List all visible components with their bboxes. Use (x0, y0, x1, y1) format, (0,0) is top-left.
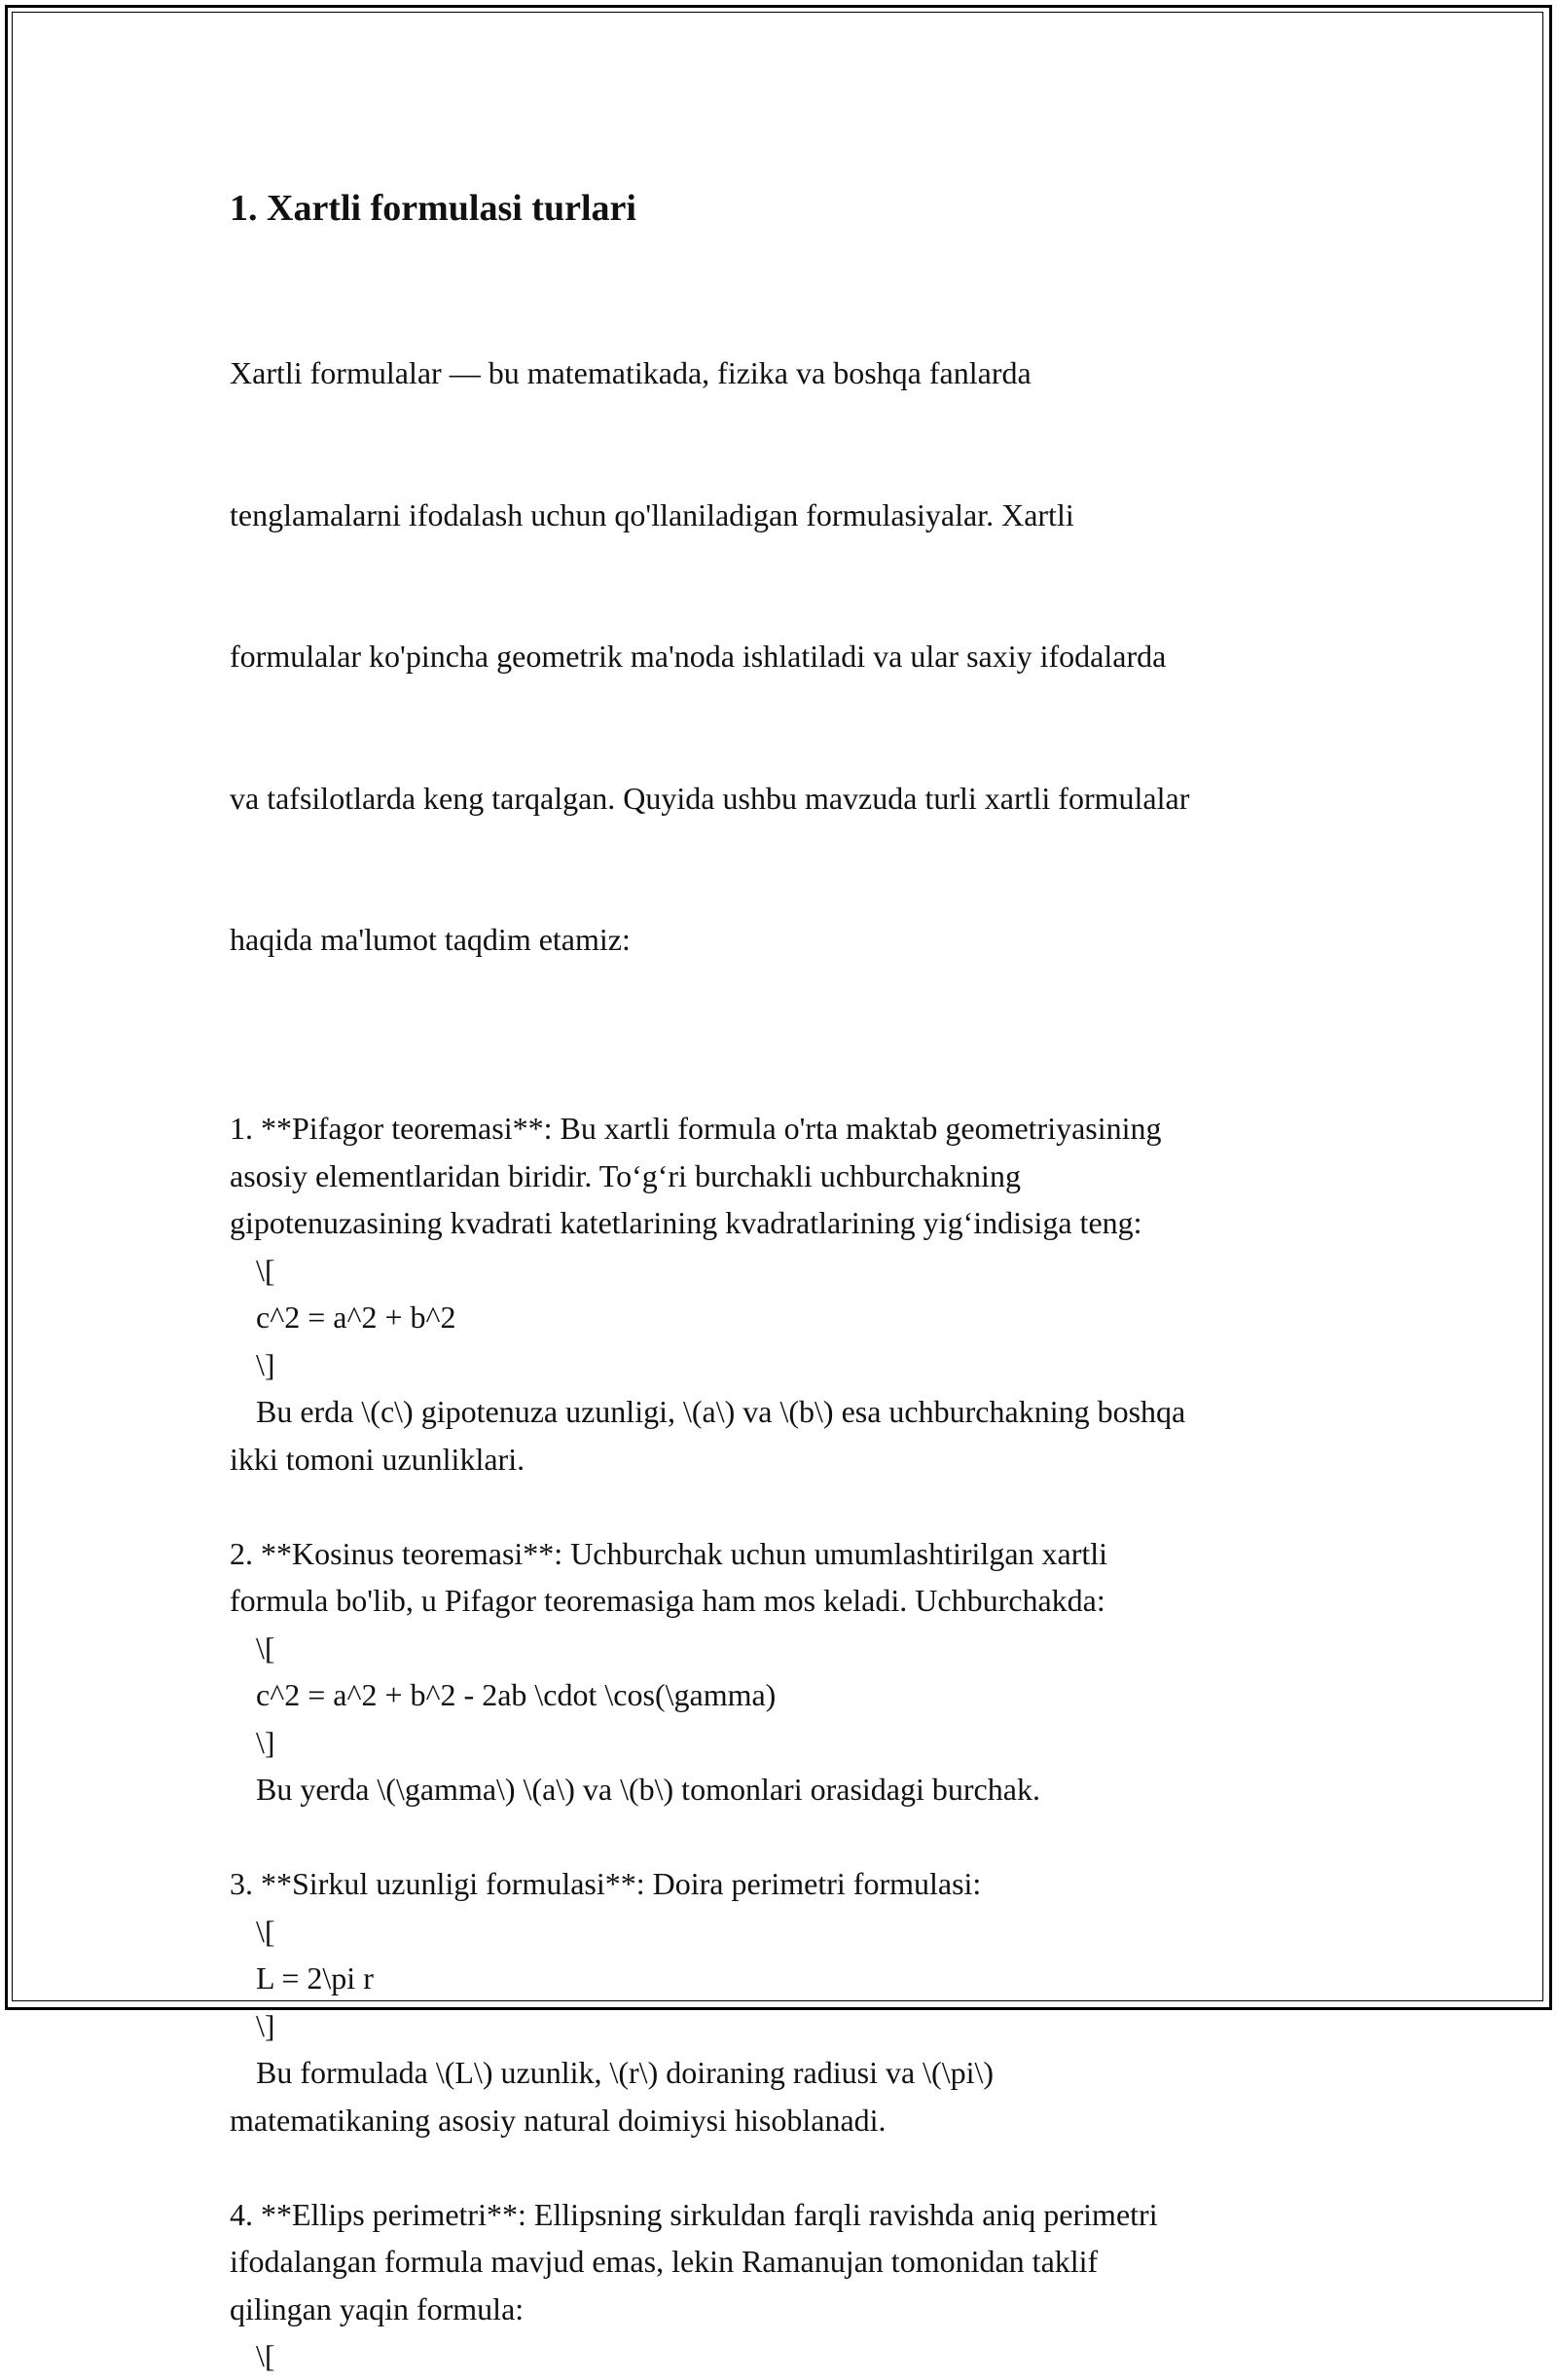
explanation-line: matematikaning asosiy natural doimiysi hisoblanadi. (230, 2102, 887, 2138)
item-text-line: 2. **Kosinus teoremasi**: Uchburchak uchun umumlashtirilgan xartli (230, 1535, 1108, 1571)
formula-close: \] (256, 1346, 275, 1382)
list-item-ellips (230, 2191, 1349, 2380)
formula-text: L = 2\pi r (256, 1960, 374, 1996)
section-heading: 1. Xartli formulasi turlari (230, 188, 636, 229)
list-item-pifagor (230, 1105, 1349, 1483)
item-text-line: gipotenuzasining kvadrati katetlarining kvadratlarining yig‘indisiga teng: (230, 1205, 1142, 1240)
list-item-kosinus (230, 1530, 1349, 1813)
intro-line: Xartli formulalar — bu matematikada, fizika va boshqa fanlarda (230, 355, 1032, 390)
formula-text: c^2 = a^2 + b^2 - 2ab \cdot \cos(\gamma) (256, 1677, 777, 1712)
formula-open: \[ (256, 1913, 275, 1949)
list-item-sirkul (230, 1860, 1349, 2143)
item-text-line: 4. **Ellips perimetri**: Ellipsning sirkuldan farqli ravishda aniq perimetri (230, 2196, 1158, 2232)
formula-close: \] (256, 1724, 275, 1760)
item-text-line: 1. **Pifagor teoremasi**: Bu xartli formula o'rta maktab geometriyasining (230, 1111, 1162, 1146)
item-text-line: qilingan yaqin formula: (230, 2290, 525, 2326)
paragraph-spacer (230, 1813, 1349, 1861)
intro-line: formulalar ko'pincha geometrik ma'noda ishlatiladi va ular saxiy ifodalarda (230, 639, 1167, 674)
paragraph-spacer (230, 1058, 1349, 1106)
paragraph-spacer (230, 1483, 1349, 1530)
intro-line: haqida ma'lumot taqdim etamiz: (230, 922, 631, 957)
item-text-line: ifodalangan formula mavjud emas, lekin Ramanujan tomonidan taklif (230, 2244, 1099, 2279)
explanation-line: ikki tomoni uzunliklari. (230, 1441, 525, 1477)
paragraph-spacer (230, 2143, 1349, 2191)
formula-close: \] (256, 2007, 275, 2043)
formula-open: \[ (256, 1252, 275, 1288)
formula-text: c^2 = a^2 + b^2 (256, 1300, 456, 1335)
intro-line: va tafsilotlarda keng tarqalgan. Quyida ushbu mavzuda turli xartli formulalar (230, 780, 1190, 816)
intro-paragraph (230, 255, 1349, 1058)
formula-open: \[ (256, 1629, 275, 1666)
intro-line: tenglamalarni ifodalash uchun qo'llaniladigan formulasiyalar. Xartli (230, 496, 1074, 532)
formula-open: \[ (256, 2338, 275, 2373)
item-text-line: 3. **Sirkul uzunligi formulasi**: Doira perimetri formulasi: (230, 1866, 982, 1901)
item-text-line: asosiy elementlaridan biridir. To‘g‘ri burchakli uchburchakning (230, 1157, 1021, 1193)
explanation-line: Bu yerda \(\gamma\) \(a\) va \(b\) tomonlari orasidagi burchak. (256, 1772, 1040, 1807)
explanation-line: Bu erda \(c\) gipotenuza uzunligi, \(a\) va \(b\) esa uchburchakning boshqa (256, 1394, 1186, 1429)
document-body (230, 183, 1349, 2380)
item-text-line: formula bo'lib, u Pifagor teoremasiga ham mos keladi. Uchburchakda: (230, 1583, 1105, 1618)
explanation-line: Bu formulada \(L\) uzunlik, \(r\) doiraning radiusi va \(\pi\) (256, 2055, 995, 2090)
